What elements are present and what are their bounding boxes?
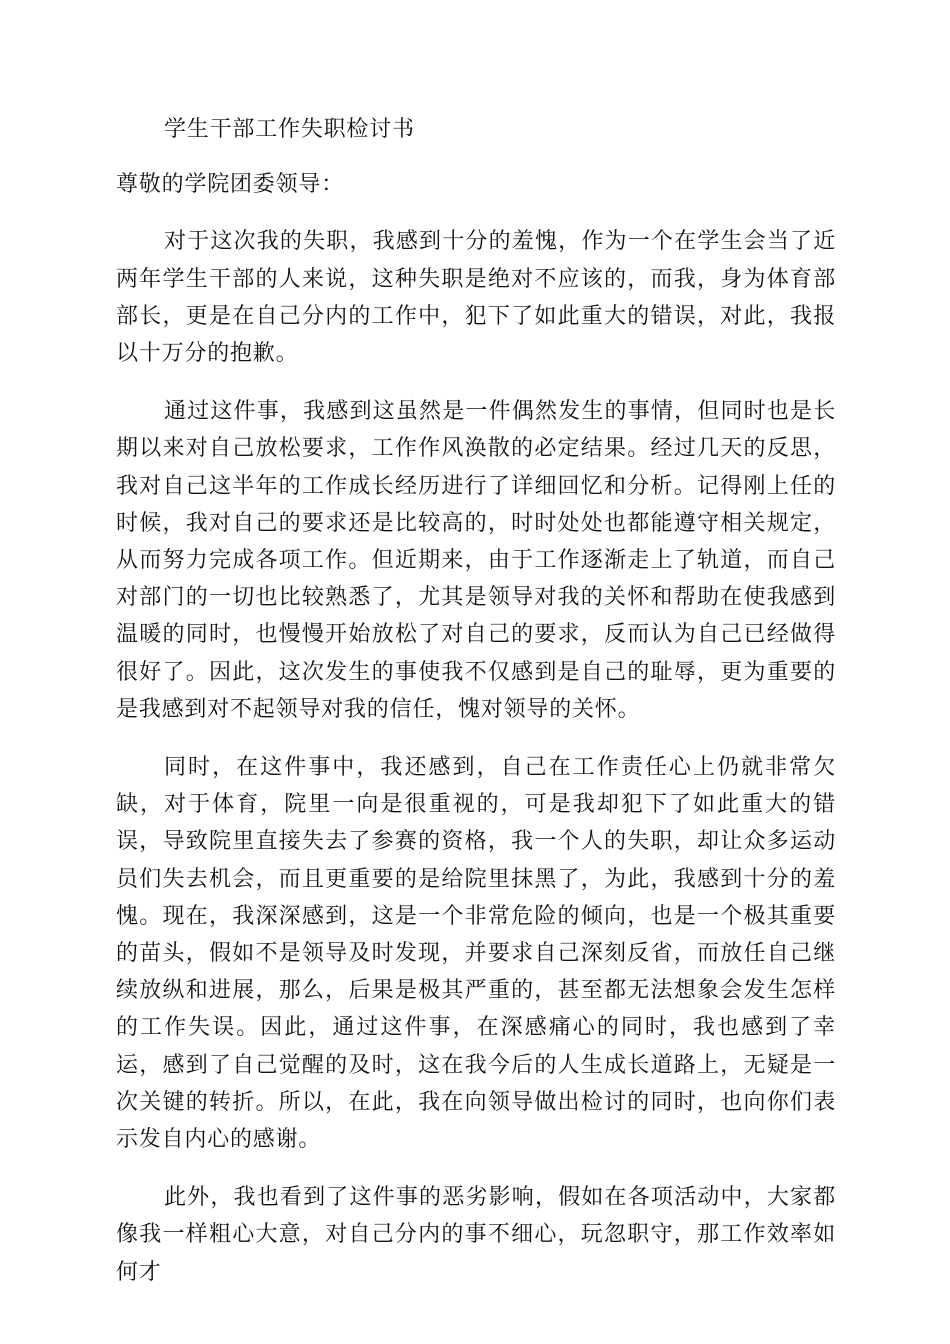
- document-body: [116, 111, 836, 1312]
- paragraph-3: 同时，在这件事中，我还感到，自己在工作责任心上仍就非常欠缺，对于体育，院里一向是很重视的，可是我却犯下了如此重大的错误，导致院里直接失去了参赛的资格，我一个人的失职，却让众多运动员们失去机会，而且更重要的是给院里抹黑了，为此，我感到十分的羞愧。现在，我深深感到，这是一个非常危险的倾向，也是一个极其重要的苗头，假如不是领导及时发现，并要求自己深刻反省，而放任自己继续放纵和进展，那么，后果是极其严重的，甚至都无法想象会发生怎样的工作失误。因此，通过这件事，在深感痛心的同时，我也感到了幸运，感到了自己觉醒的及时，这在我今后的人生成长道路上，无疑是一次关键的转折。所以，在此，我在向领导做出检讨的同时，也向你们表示发自内心的感谢。: [116, 755, 836, 1153]
- salutation: 尊敬的学院团委领导：: [116, 172, 345, 198]
- paragraph-1: 对于这次我的失职，我感到十分的羞愧，作为一个在学生会当了近两年学生干部的人来说，这种失职是绝对不应该的，而我，身为体育部部长，更是在自己分内的工作中，犯下了如此重大的错误，对此，我报以十万分的抱歉。: [116, 229, 836, 367]
- document-title: 学生干部工作失职检讨书: [164, 117, 415, 142]
- paragraph-4: 此外，我也看到了这件事的恶劣影响，假如在各项活动中，大家都像我一样粗心大意，对自己分内的事不细心，玩忽职守，那工作效率如何才: [116, 1185, 836, 1285]
- paragraph-2: 通过这件事，我感到这虽然是一件偶然发生的事情，但同时也是长期以来对自己放松要求，工作作风涣散的必定结果。经过几天的反思，我对自己这半年的工作成长经历进行了详细回忆和分析。记得刚上任的时候，我对自己的要求还是比较高的，时时处处也都能遵守相关规定，从而努力完成各项工作。但近期来，由于工作逐渐走上了轨道，而自己对部门的一切也比较熟悉了，尤其是领导对我的关怀和帮助在使我感到温暖的同时，也慢慢开始放松了对自己的要求，反而认为自己已经做得很好了。因此，这次发生的事使我不仅感到是自己的耻辱，更为重要的是我感到对不起领导对我的信任，愧对领导的关怀。: [116, 399, 836, 722]
